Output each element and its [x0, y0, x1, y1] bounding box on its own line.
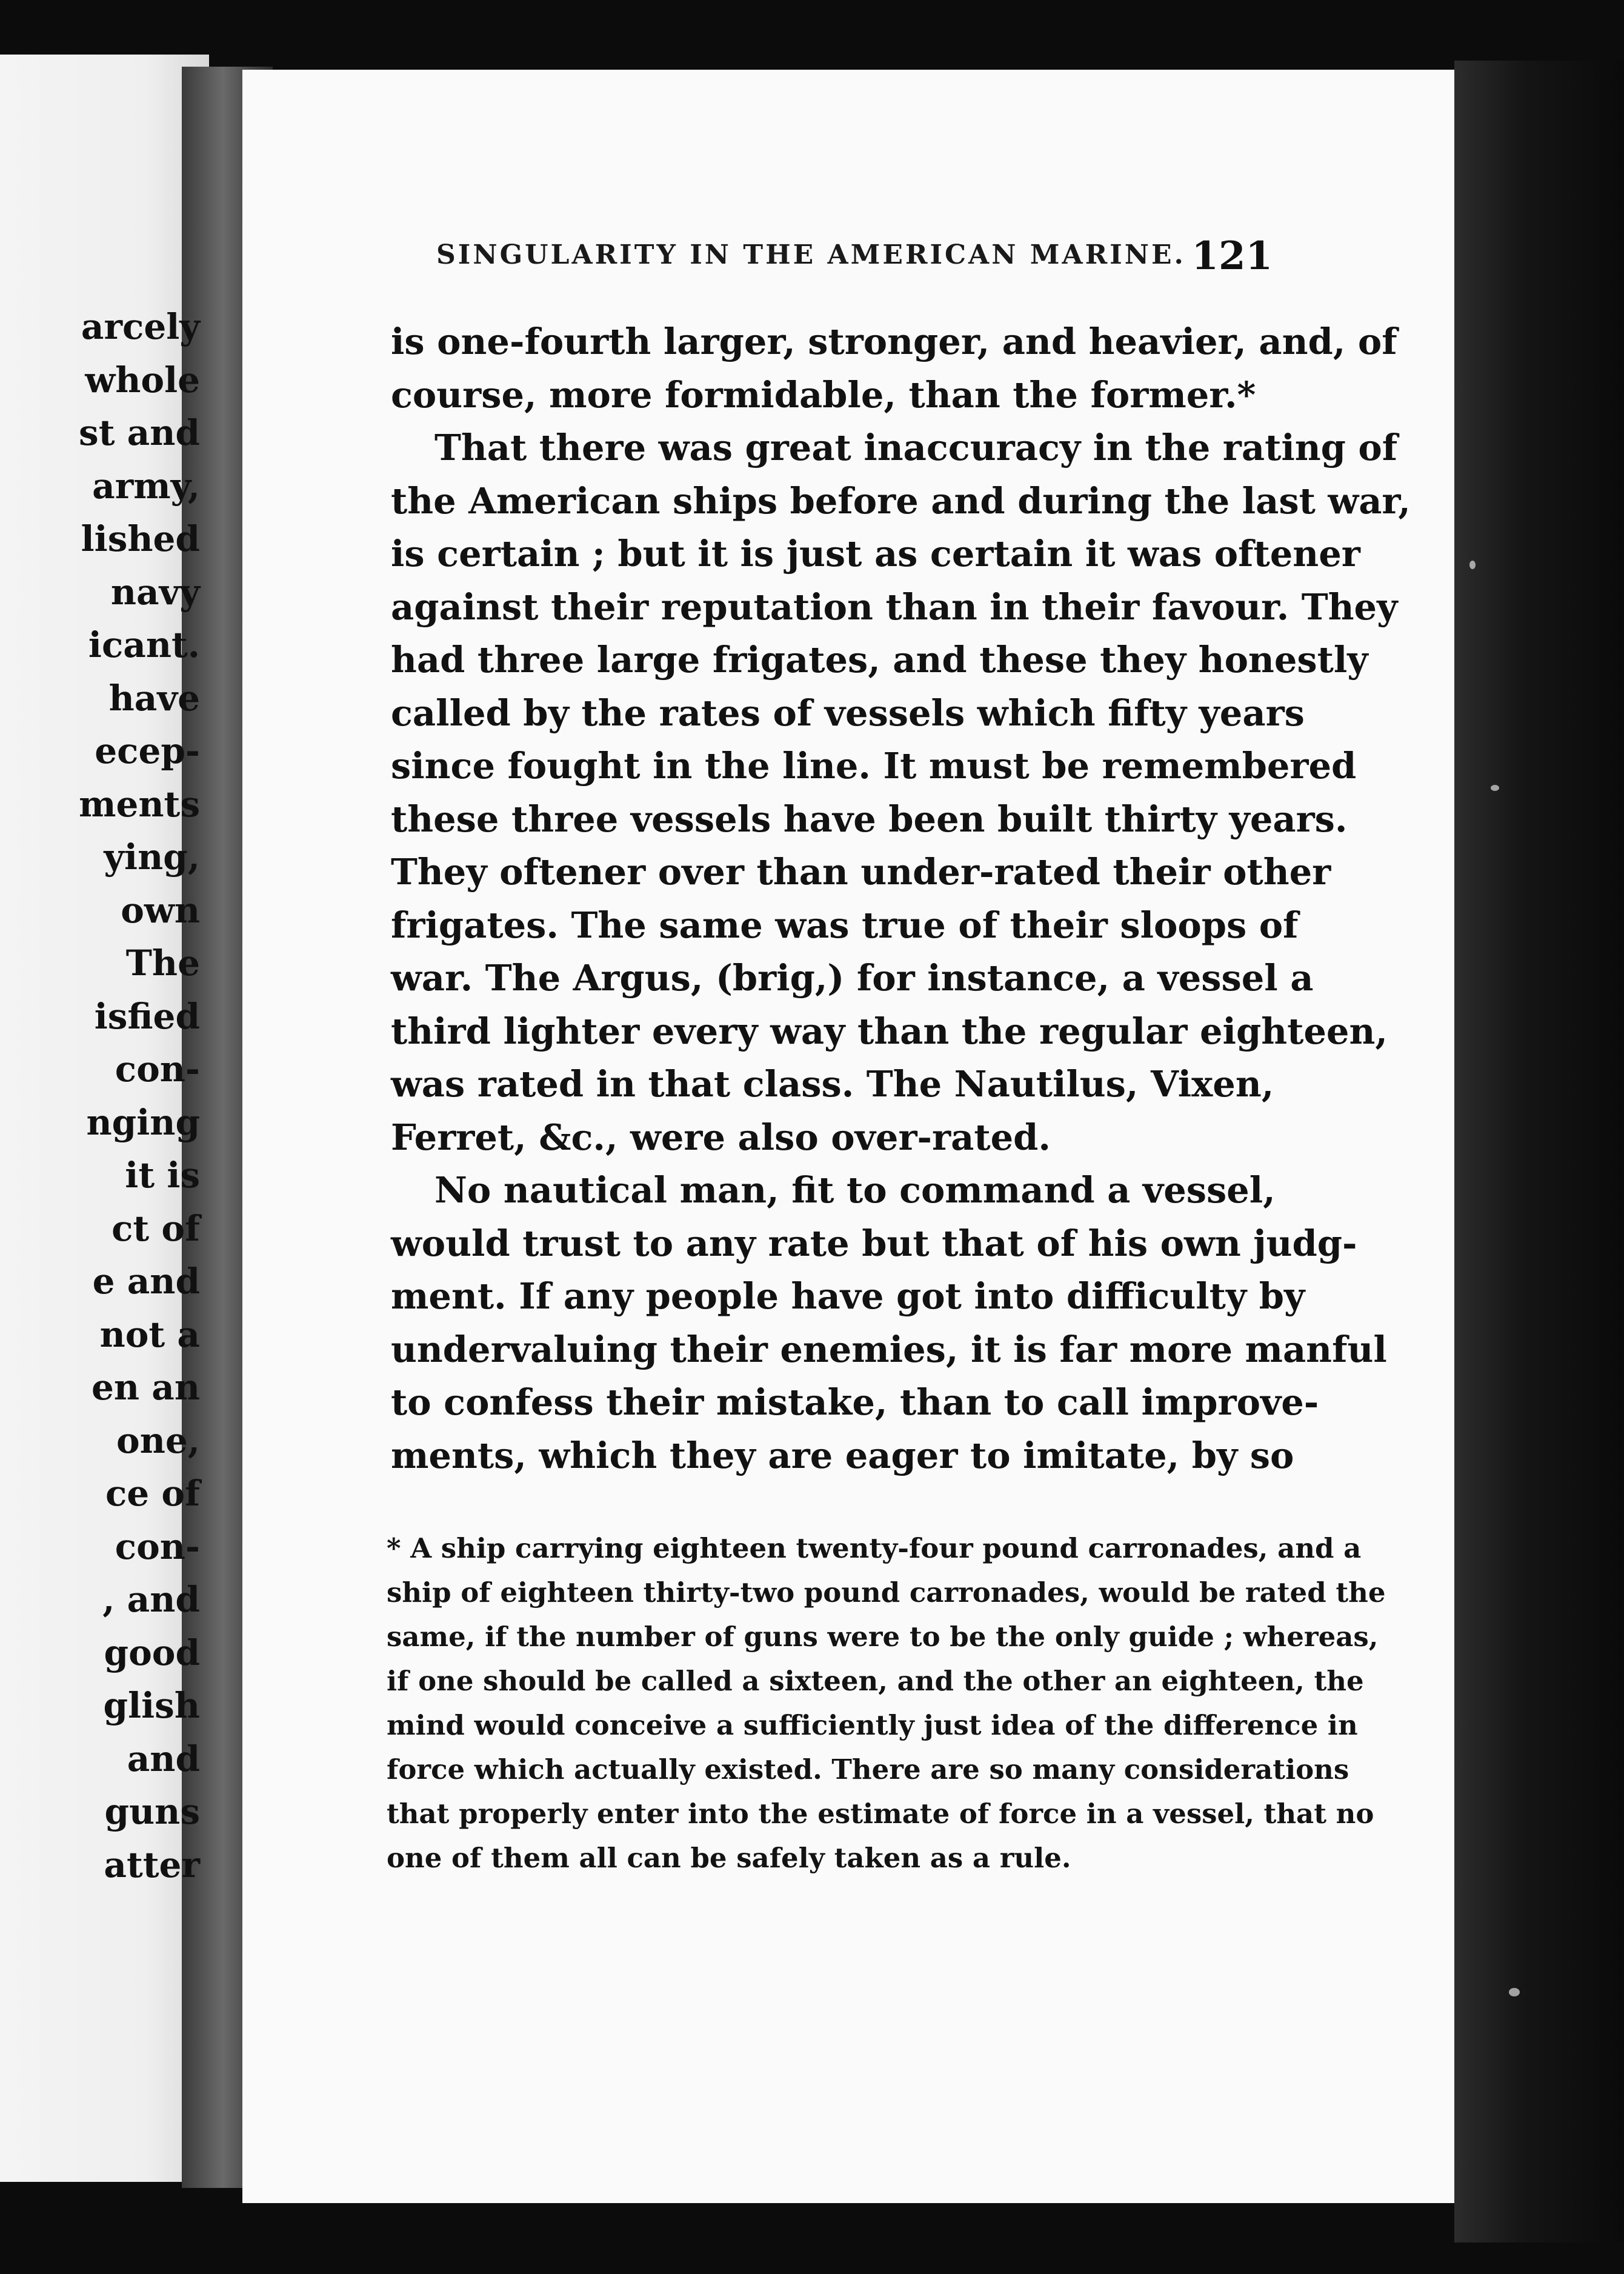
facing-page-line: ying, [104, 836, 200, 878]
text-line: called by the rates of vessels which fifty years [391, 692, 1305, 734]
text-line: course, more formidable, than the former.* [391, 373, 1256, 416]
facing-page-line: and [127, 1738, 200, 1779]
scan-speck [1491, 785, 1499, 791]
running-header [436, 233, 1273, 282]
facing-page-line: good [104, 1632, 200, 1673]
text-line: since fought in the line. It must be remembered [391, 745, 1357, 787]
footnote-line: one of them all can be safely taken as a rule. [387, 1842, 1071, 1874]
facing-page-line: have [108, 677, 200, 719]
text-line: to confess their mistake, than to call improve- [391, 1381, 1319, 1423]
paragraph-start-line: No nautical man, fit to command a vessel, [434, 1169, 1276, 1211]
footnote-line: ship of eighteen thirty-two pound carronades, would be rated the [387, 1576, 1386, 1609]
text-line: the American ships before and during the last war, [391, 479, 1411, 522]
footnote-line: mind would conceive a sufficiently just idea of the difference in [387, 1709, 1358, 1741]
facing-page-line: arcely [81, 306, 200, 347]
facing-page-line: ce of [105, 1473, 200, 1514]
text-line: They oftener over than under-rated their other [391, 851, 1331, 893]
text-line: is certain ; but it is just as certain it was oftener [391, 533, 1360, 575]
text-line: would trust to any rate but that of his own judg- [391, 1222, 1357, 1264]
body-text [391, 315, 1411, 1482]
footnote [387, 1526, 1386, 1880]
text-line: Ferret, &c., were also over-rated. [391, 1116, 1051, 1158]
facing-page-line: st and [79, 412, 200, 453]
facing-page-line: navy [110, 571, 200, 613]
text-line: was rated in that class. The Nautilus, Vixen, [391, 1063, 1274, 1105]
scan-speck [1469, 561, 1476, 569]
text-line: war. The Argus, (brig,) for instance, a vessel a [391, 957, 1314, 999]
facing-page-line: guns [104, 1791, 200, 1832]
facing-page-line: own [121, 889, 200, 931]
scan-speck [1509, 1988, 1520, 1996]
text-line: had three large frigates, and these they honestly [391, 639, 1368, 681]
facing-page-line: isfied [94, 995, 200, 1037]
facing-page-line: ct of [111, 1207, 200, 1249]
footnote-line: same, if the number of guns were to be the only guide ; whereas, [387, 1621, 1379, 1653]
text-line: third lighter every way than the regular eighteen, [391, 1010, 1388, 1052]
facing-page-line: army, [92, 465, 200, 507]
facing-page-line: whole [85, 359, 200, 401]
paragraph-start-line: That there was great inaccuracy in the rating of [434, 427, 1398, 468]
text-line: against their reputation than in their favour. They [391, 585, 1398, 628]
text-line: frigates. The same was true of their sloops of [391, 904, 1299, 946]
facing-page-line: atter [104, 1844, 200, 1886]
facing-page-line: it is [125, 1155, 200, 1196]
facing-page-line: ments [79, 783, 200, 825]
facing-page-line: ecep- [95, 730, 200, 772]
facing-page-line: en an [91, 1367, 200, 1408]
text-line: ments, which they are eager to imitate, by so [391, 1434, 1294, 1476]
facing-page-line: lished [81, 518, 200, 559]
page-edge-shadow [1454, 61, 1624, 2242]
footnote-line: that properly enter into the estimate of force in a vessel, that no [387, 1798, 1374, 1830]
facing-page-line: The [125, 942, 200, 984]
facing-page-line: nging [86, 1101, 200, 1143]
running-title: SINGULARITY IN THE AMERICAN MARINE. [436, 239, 1186, 270]
facing-page-line: glish [103, 1685, 200, 1726]
footnote-line: * A ship carrying eighteen twenty-four pound carronades, and a [387, 1532, 1362, 1564]
facing-page-line: con- [115, 1049, 200, 1090]
text-line: ment. If any people have got into difficulty by [391, 1275, 1305, 1317]
facing-page-line: icant. [88, 624, 200, 665]
facing-page-line: , and [102, 1579, 200, 1620]
footnote-line: force which actually existed. There are so many considerations [387, 1753, 1349, 1786]
footnote-line: if one should be called a sixteen, and the other an eighteen, the [387, 1665, 1364, 1697]
facing-page-line: con- [115, 1525, 200, 1567]
text-line: undervaluing their enemies, it is far more manful [391, 1328, 1387, 1370]
page-number: 121 [1191, 233, 1273, 279]
text-line: these three vessels have been built thirty years. [391, 798, 1348, 840]
facing-page-line: not a [99, 1313, 200, 1355]
facing-page-line: one, [116, 1419, 200, 1461]
text-line: is one-fourth larger, stronger, and heavier, and, of [391, 321, 1397, 362]
facing-page-line: e and [92, 1261, 200, 1302]
